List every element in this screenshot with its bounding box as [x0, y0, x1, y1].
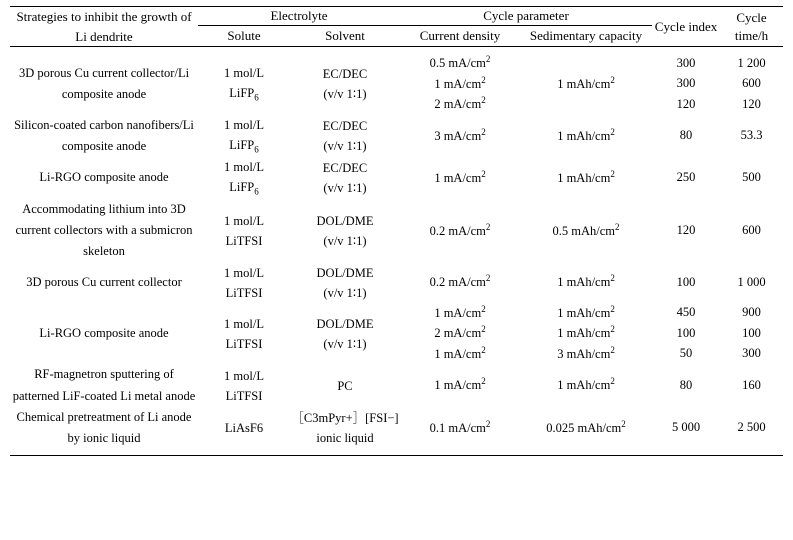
cell-current-density: 0.2 $mA/cm^2$: [429, 273, 491, 290]
cell-strategy: Li-RGO composite anode: [39, 325, 169, 340]
table-row: [10, 303, 783, 324]
cell-strategy: Li-RGO composite anode: [39, 170, 169, 185]
cell-strategy: Chemical pretreatment of Li anode by ionic liquid: [10, 407, 198, 456]
cell-current-density: 2 $mA/cm^2$: [434, 95, 486, 112]
header-group-electrolyte: [198, 7, 400, 26]
header-cycle-time-label: Cycle time/h: [734, 9, 769, 43]
header-sedimentary-capacity-label: Sedimentary capacity: [529, 28, 643, 44]
cell-cycle-index: 5 000: [652, 407, 720, 456]
cell-sedimentary-capacity: 0.5 mAh/$cm^2$: [552, 221, 620, 238]
header-group-cycle-parameter-label: Cycle parameter: [483, 8, 569, 24]
cell-cycle-time: 1 200: [720, 47, 783, 74]
cell-sedimentary-capacity: 1 mAh/$cm^2$: [557, 273, 615, 290]
cell-current-density: 0.1 $mA/cm^2$: [400, 407, 520, 456]
cell-cycle-time: 1 000: [737, 275, 766, 290]
cell-solvent: DOL/DME (v/v 1∶1): [316, 265, 374, 300]
cell-cycle-time: 300: [742, 346, 761, 361]
comparison-table: [10, 6, 783, 456]
cell-current-density: 1 $mA/cm^2$: [434, 376, 486, 393]
cell-solute: LiAsF6: [198, 407, 290, 456]
cell-cycle-index: 120: [676, 223, 696, 238]
cell-cycle-time: 120: [742, 96, 761, 111]
cell-cycle-time: 600: [742, 76, 761, 91]
cell-solute: 1 mol/L LiFP$_6$: [224, 160, 264, 197]
cell-current-density: 0.2 $mA/cm^2$: [429, 221, 491, 238]
cell-cycle-index: 100: [676, 275, 696, 290]
cell-solute: 1 mol/L LiFP$_6$: [198, 47, 290, 115]
header-row-groups: [10, 7, 783, 26]
cell-current-density: 2 $mA/cm^2$: [434, 324, 486, 341]
cell-cycle-index: 450: [676, 305, 696, 320]
header-solute-label: Solute: [227, 28, 261, 44]
cell-current-density: 0.5 $mA/cm^2$: [400, 47, 520, 74]
cell-solute: 1 mol/L LiFP$_6$: [224, 117, 264, 155]
cell-current-density: 1 $mA/cm^2$: [434, 344, 486, 361]
cell-sedimentary-capacity: 1 mAh/$cm^2$: [557, 168, 615, 185]
header-group-electrolyte-label: Electrolyte: [270, 8, 328, 24]
header-cycle-index: [652, 7, 720, 47]
cell-sedimentary-capacity: 0.025 mAh/$cm^2$: [520, 407, 652, 456]
cell-sedimentary-capacity: [520, 47, 652, 74]
cell-cycle-index: 100: [676, 325, 696, 340]
header-solvent-label: Solvent: [325, 28, 365, 44]
cell-cycle-index: 250: [676, 170, 696, 185]
cell-solvent: DOL/DME (v/v 1∶1): [316, 213, 374, 248]
cell-current-density: 1 $mA/cm^2$: [434, 74, 486, 91]
cell-solvent: EC/DEC (v/v 1∶1): [322, 161, 368, 196]
cell-solvent: DOL/DME (v/v 1∶1): [316, 316, 374, 351]
cell-sedimentary-capacity: 1 mAh/$cm^2$: [557, 324, 615, 341]
cell-solute: 1 mol/L LiTFSI: [224, 213, 264, 248]
cell-cycle-index: 80: [679, 128, 693, 143]
cell-current-density: 1 $mA/cm^2$: [434, 303, 486, 320]
table-row: [10, 407, 783, 456]
header-cycle-time: [720, 7, 783, 47]
cell-strategy: 3D porous Cu current collector/Li composite anode: [10, 47, 198, 115]
header-current-density: [400, 26, 520, 47]
header-sedimentary-capacity: [520, 26, 652, 47]
cell-cycle-time: 500: [742, 170, 761, 185]
cell-solvent: PC: [337, 378, 353, 393]
cell-cycle-index: 300: [652, 47, 720, 74]
cell-solvent: EC/DEC (v/v 1∶1): [322, 118, 368, 153]
cell-cycle-time: 2 500: [720, 407, 783, 456]
cell-sedimentary-capacity: 1 mAh/$cm^2$: [557, 74, 615, 91]
table-row: [10, 47, 783, 74]
cell-strategy: Accommodating lithium into 3D current collectors with a submicron skeleton: [15, 201, 193, 259]
cell-solute: 1 mol/L LiTFSI: [224, 316, 264, 351]
table-row: [10, 157, 783, 199]
header-group-cycle-parameter: [400, 7, 652, 26]
cell-cycle-index: 80: [679, 377, 693, 392]
cell-cycle-index: 300: [676, 76, 696, 91]
header-solute: [198, 26, 290, 47]
cell-sedimentary-capacity: 1 mAh/$cm^2$: [557, 376, 615, 393]
cell-current-density: 1 $mA/cm^2$: [434, 168, 486, 185]
cell-sedimentary-capacity: 1 mAh/$cm^2$: [557, 303, 615, 320]
cell-sedimentary-capacity: [520, 94, 652, 115]
header-cycle-index-label: Cycle index: [654, 18, 718, 34]
cell-cycle-time: 53.3: [740, 128, 763, 143]
cell-cycle-index: 50: [679, 346, 693, 361]
table-row: [10, 199, 783, 263]
cell-solvent: ［C3mPyr+］[FSI−] ionic liquid: [290, 407, 400, 456]
cell-strategy: RF-magnetron sputtering of patterned LiF-coated Li metal anode: [12, 367, 196, 403]
cell-solute: 1 mol/L LiTFSI: [224, 368, 264, 403]
table-body: [10, 47, 783, 456]
header-strategies: [10, 7, 198, 47]
cell-solvent: EC/DEC (v/v 1∶1): [290, 47, 400, 115]
header-solvent: [290, 26, 400, 47]
table-row: [10, 364, 783, 407]
cell-cycle-index: 120: [676, 96, 696, 111]
table-row: [10, 115, 783, 158]
cell-sedimentary-capacity: 1 mAh/$cm^2$: [557, 126, 615, 143]
cell-sedimentary-capacity: 3 mAh/$cm^2$: [557, 344, 615, 361]
cell-cycle-time: 160: [742, 377, 761, 392]
cell-current-density: 3 $mA/cm^2$: [434, 126, 486, 143]
cell-cycle-time: 600: [742, 223, 761, 238]
cell-solute: 1 mol/L LiTFSI: [224, 265, 264, 300]
header-strategies-label: Strategies to inhibit the growth of Li dendrite: [16, 9, 192, 44]
cell-cycle-time: 900: [742, 305, 761, 320]
header-current-density-label: Current density: [419, 28, 501, 44]
table-row: [10, 263, 783, 303]
cell-strategy: Silicon-coated carbon nanofibers/Li composite anode: [14, 117, 194, 153]
cell-cycle-time: 100: [742, 325, 761, 340]
table-header: [10, 7, 783, 47]
cell-strategy: 3D porous Cu current collector: [26, 275, 182, 290]
